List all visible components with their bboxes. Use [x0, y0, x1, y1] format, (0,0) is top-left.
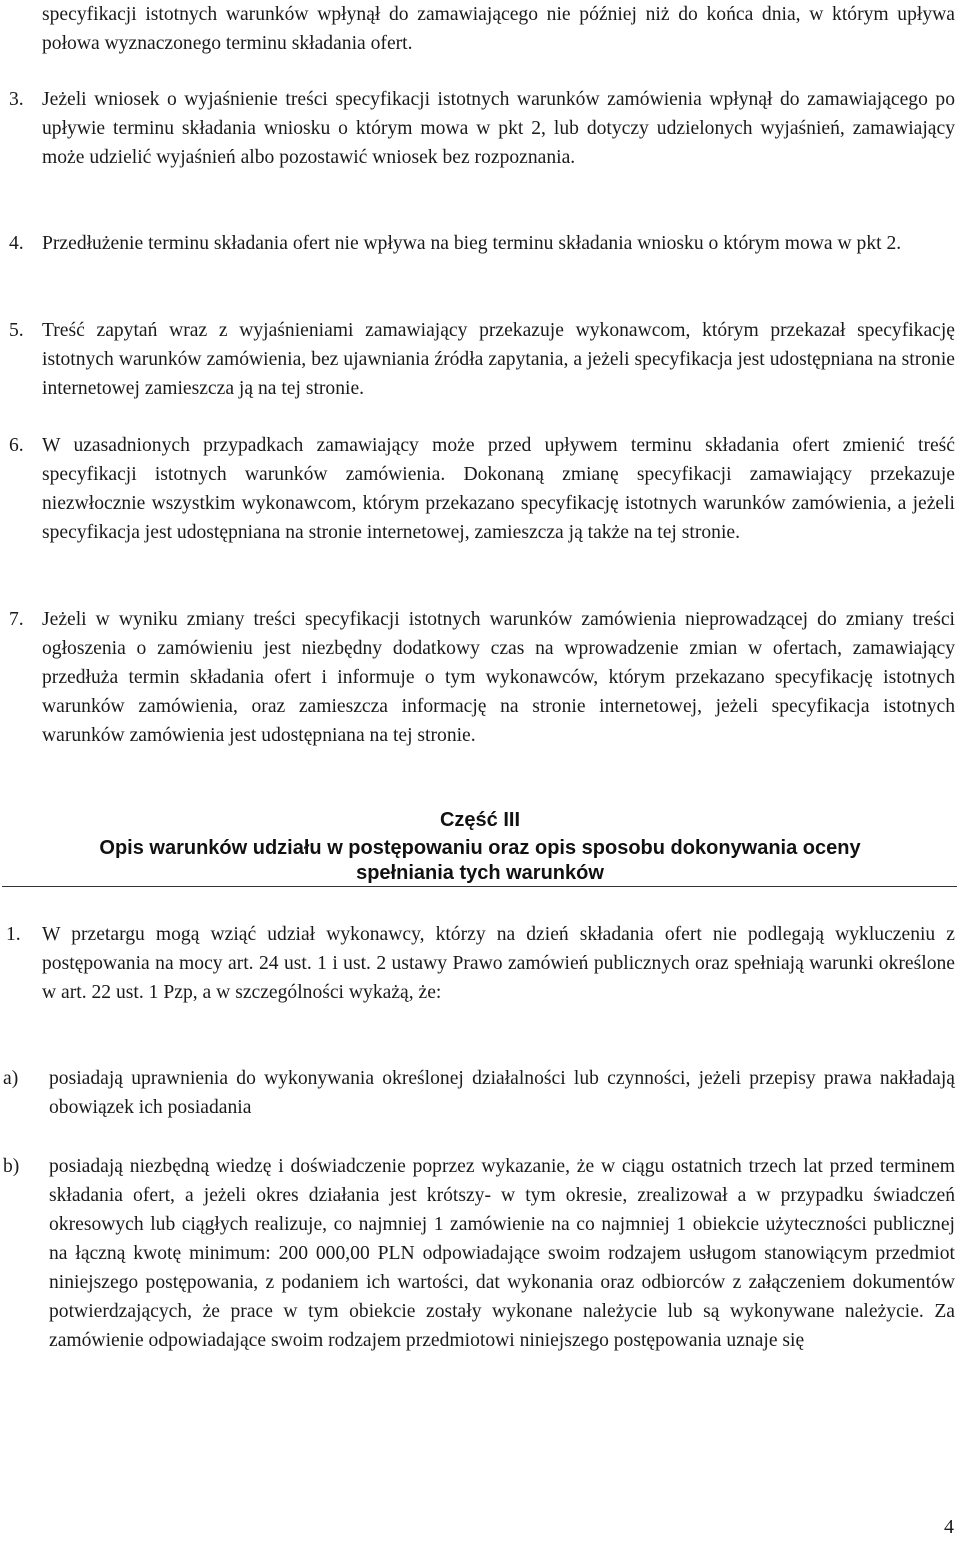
section-title-line-2: spełniania tych warunków: [356, 862, 604, 884]
item-text-7: Jeżeli w wyniku zmiany treści specyfikacji istotnych warunków zamówienia nieprowadzącej do zmiany treści ogłoszenia o zamówieniu jest niezbędny dodatkowy czas na wprowadzenie zmian w ofertach, zamawiający przedłuża termin składania ofert i informuje o tym wykonawców, którym przekazano specyfikację istotnych warunków zamówienia, oraz zamieszcza informację na stronie internetowej, jeżeli specyfikacja istotnych warunków zamówienia jest udostępniana na tej stronie.: [42, 609, 955, 746]
subitem-text-a: posiadają uprawnienia do wykonywania określonej działalności lub czynności, jeżeli przepisy prawa nakładają obowiązek ich posiadania: [49, 1068, 955, 1118]
item-text-3: Jeżeli wniosek o wyjaśnienie treści specyfikacji istotnych warunków zamówienia wpłynął do zamawiającego po upływie terminu składania wniosku o którym mowa w pkt 2, lub dotyczy udzielonych wyjaśnień, zamawiający może udzielić wyjaśnień albo pozostawić wniosek bez rozpoznania.: [42, 89, 955, 168]
subitem-label-a: a): [3, 1068, 19, 1089]
item-text-6: W uzasadnionych przypadkach zamawiający może przed upływem terminu składania ofert zmienić treść specyfikacji istotnych warunków zamówienia. Dokonaną zmianę specyfikacji zamawiający przekazuje niezwłocznie wszystkim wykonawcom, którym przekazano specyfikację istotnych warunków zamówienia, a jeżeli specyfikacja jest udostępniana na stronie internetowej, zamieszcza ją także na tej stronie.: [42, 435, 955, 543]
item-number-5: 5.: [9, 320, 24, 341]
section-divider: [2, 886, 957, 887]
subitem-label-b: b): [3, 1156, 20, 1177]
section-part-label: Część III: [439, 809, 521, 831]
item-number-3: 3.: [9, 89, 24, 110]
part3-item-number-1: 1.: [6, 924, 21, 945]
item-text-5: Treść zapytań wraz z wyjaśnieniami zamawiający przekazuje wykonawcom, którym przekazał specyfikację istotnych warunków zamówienia, bez ujawniania źródła zapytania, a jeżeli specyfikacja jest udostępniana na stronie internetowej zamieszcza ją na tej stronie.: [42, 320, 955, 399]
section-title-line-1: Opis warunków udziału w postępowaniu oraz opis sposobu dokonywania oceny: [99, 837, 861, 859]
part3-item-text-1: W przetargu mogą wziąć udział wykonawcy, którzy na dzień składania ofert nie podlegają wykluczeniu z postępowania na mocy art. 24 ust. 1 i ust. 2 ustawy Prawo zamówień publicznych oraz spełniają warunki określone w art. 22 ust. 1 Pzp, a w szczególności wykażą, że:: [42, 924, 955, 1003]
item-number-7: 7.: [9, 609, 24, 630]
item-number-4: 4.: [9, 233, 24, 254]
continuation-paragraph: specyfikacji istotnych warunków wpłynął do zamawiającego nie później niż do końca dnia, w którym upływa połowa wyznaczonego terminu składania ofert.: [42, 4, 955, 54]
subitem-text-b: posiadają niezbędną wiedzę i doświadczenie poprzez wykazanie, że w ciągu ostatnich trzech lat przed terminem składania ofert, a jeżeli okres działania jest krótszy- w tym okresie, zrealizował a w przypadku świadczeń okresowych lub ciągłych realizuje, co najmniej 1 zamówienie na co najmniej 1 obiekcie użyteczności publicznej na łączną kwotę minimum: 200 000,00 PLN odpowiadające swoim rodzajem usługom stanowiącym przedmiot niniejszego postępowania, z podaniem ich wartości, dat wykonania oraz odbiorców z załączeniem dokumentów potwierdzających, że prace w tym obiekcie zostały wykonane należycie lub są wykonywane należycie. Za zamówienie odpowiadające swoim rodzajem przedmiotowi niniejszego postępowania uznaje się: [49, 1156, 955, 1351]
item-number-6: 6.: [9, 435, 24, 456]
page-number: 4: [944, 1516, 954, 1538]
item-text-4: Przedłużenie terminu składania ofert nie wpływa na bieg terminu składania wniosku o którym mowa w pkt 2.: [42, 233, 902, 254]
